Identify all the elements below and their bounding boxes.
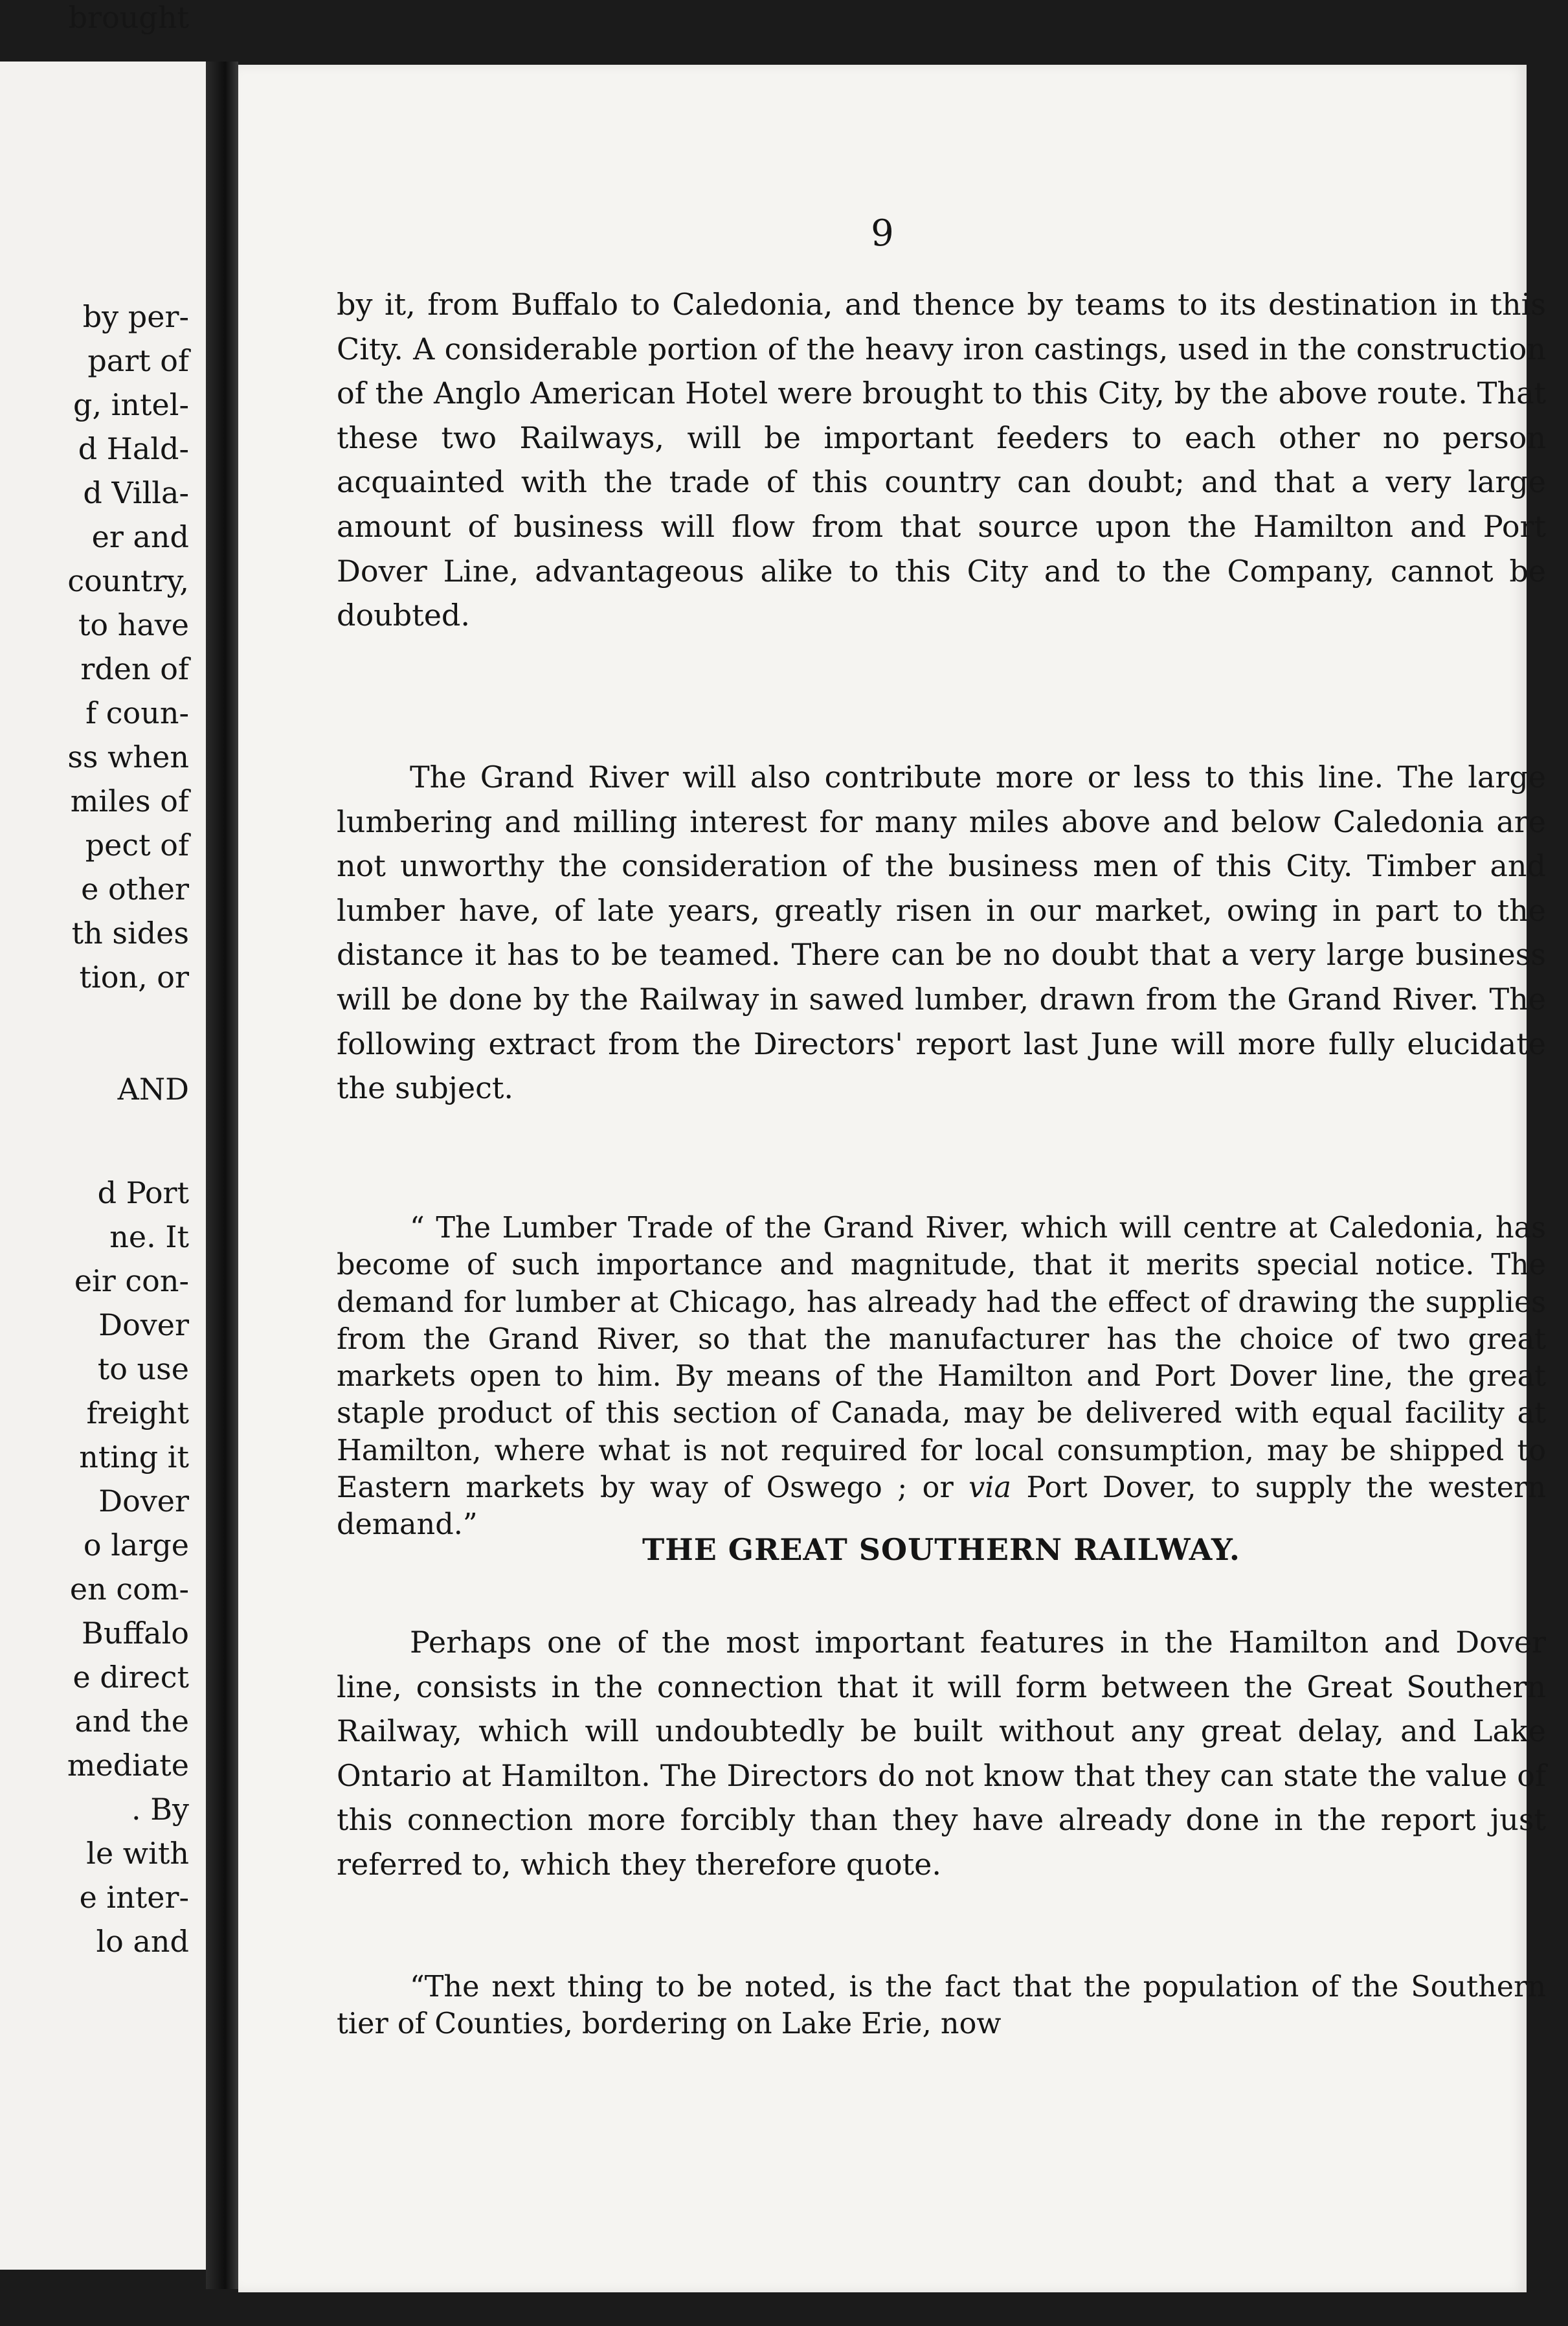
left-page-line-fragment: part of: [87, 343, 189, 378]
left-page-line-fragment: by per-: [82, 299, 189, 334]
left-page-line-fragment: e other: [81, 872, 189, 907]
left-page-line-fragment: f coun-: [85, 695, 189, 730]
quote-italic-via: via: [969, 1471, 1012, 1505]
quote-text-part: Port Dover, to supply the western demand.”: [337, 1471, 1546, 1542]
left-page-line-fragment: e direct: [73, 1660, 189, 1695]
paragraph-text: The Grand River will also contribute more or less to this line. The large lumbering and milling interest for many miles above and below Caledonia are not unworthy the consideration of the business men of this City. Timber and lumber have, of late years, greatly risen in our market, owing in part to the distance it has to be teamed. There can be no doubt that a very large business will be done by the Railway in sawed lumber, drawn from the Grand River. The following extract from the Directors' report last June will more fully elucidate the subject.: [337, 760, 1546, 1106]
left-page-line-fragment: country,: [67, 563, 189, 598]
page-number: 9: [871, 212, 894, 254]
left-page-line-fragment: d Port: [97, 1175, 189, 1210]
left-page-line-fragment: to use: [97, 1351, 189, 1386]
quote-text: “The next thing to be noted, is the fact that the population of the Southern tier of Counties, bordering on Lake Erie, now: [337, 1970, 1546, 2041]
quote-lumber-trade: [337, 1210, 1546, 1544]
paragraph-buffalo-caledonia: [337, 282, 1546, 638]
left-page-line-fragment: and the: [74, 1704, 189, 1739]
left-page-line-fragment: le with: [86, 1836, 189, 1871]
left-page-line-fragment: ne. It: [109, 1219, 189, 1254]
paragraph-text: by it, from Buffalo to Caledonia, and thence by teams to its destination in this City. A considerable portion of the heavy iron castings, used in the construction of the Anglo American Hotel were brought to this City, by the above route. That these two Railways, will be important feeders to each other no person acquainted with the trade of this country can doubt; and that a very large amount of business will flow from that source upon the Hamilton and Port Dover Line, advantageous alike to this City and to the Company, cannot be doubted.: [337, 287, 1546, 633]
left-page-line-fragment: Buffalo: [82, 1616, 189, 1651]
left-page-line-fragment: lo and: [96, 1924, 189, 1959]
left-page-line-fragment: pect of: [85, 828, 189, 863]
left-page-line-fragment: tion, or: [79, 960, 189, 995]
quote-text-part: “ The Lumber Trade of the Grand River, which will centre at Caledonia, has become of such importance and magnitude, that it merits special notice. The demand for lumber at Chicago, has already had the effect of drawing the supplies from the Grand River, so that the manufacturer has the choice of two great markets open to him. By means of the Hamilton and Port Dover line, the great staple product of this section of Canada, may be delivered with equal facility at Hamilton, where what is not required for local consumption, may be shipped to Eastern markets by way of Oswego ; or: [337, 1212, 1546, 1505]
left-page-line-fragment: . By: [131, 1792, 189, 1827]
left-page-line-fragment: eir con-: [74, 1263, 189, 1298]
left-page-line-fragment: d Villa-: [83, 475, 189, 510]
quote-population: [337, 1969, 1546, 2043]
left-page-line-fragment: d Hald-: [78, 431, 189, 466]
binding-gutter: [206, 62, 238, 2289]
left-page-line-fragment: ss when: [67, 740, 189, 774]
left-page-line-fragment: mediate: [67, 1748, 189, 1783]
left-facing-page: [0, 0, 206, 2270]
left-page-line-fragment: freight: [86, 1395, 189, 1430]
left-page-line-fragment: Dover: [98, 1484, 189, 1519]
left-page-line-fragment: er and: [91, 519, 189, 554]
left-page-line-fragment: to have: [78, 607, 189, 642]
left-page-line-fragment: brought: [68, 0, 189, 35]
paragraph-grand-river: [337, 755, 1546, 1111]
left-page-line-fragment: e inter-: [79, 1880, 189, 1915]
left-page-line-fragment: rden of: [80, 651, 189, 686]
left-page-line-fragment: miles of: [70, 784, 189, 819]
paragraph-text: Perhaps one of the most important features in the Hamilton and Dover line, consists in the connection that it will form between the Great Southern Railway, which will undoubtedly be built without any great delay, and Lake Ontario at Hamilton. The Directors do not know that they can state the value of this connection more forcibly than they have already done in the report just referred to, which they therefore quote.: [337, 1625, 1546, 1882]
left-page-line-fragment: th sides: [71, 916, 189, 951]
quote-text: [337, 1210, 1546, 1544]
section-heading: THE GREAT SOUTHERN RAILWAY.: [642, 1532, 1240, 1567]
left-page-line-fragment: g, intel-: [73, 387, 189, 422]
left-page-line-fragment: nting it: [79, 1440, 189, 1474]
left-page-line-fragment: en com-: [69, 1572, 189, 1607]
document-page: [238, 65, 1546, 2292]
left-page-line-fragment: AND: [117, 1072, 189, 1107]
left-page-line-fragment: Dover: [98, 1307, 189, 1342]
paragraph-great-southern: [337, 1620, 1546, 1887]
left-page-line-fragment: o large: [83, 1528, 189, 1563]
